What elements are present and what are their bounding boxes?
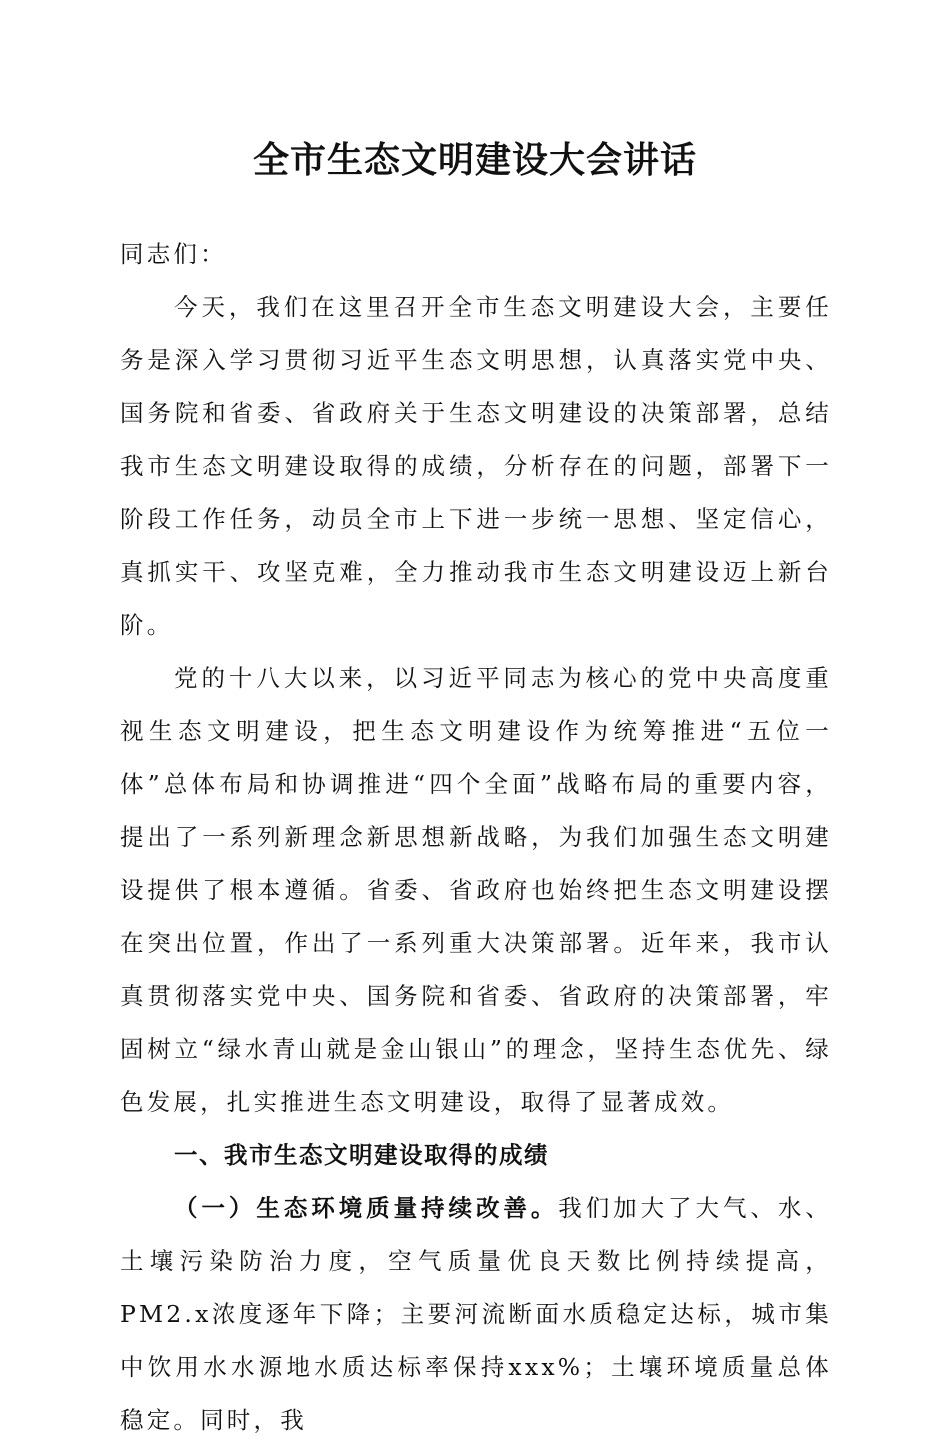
salutation: 同志们： (120, 240, 227, 268)
paragraph-opening: 今天，我们在这里召开全市生态文明建设大会，主要任务是深入学习贯彻习近平生态文明思想，认真落实党中央、国务院和省委、省政府关于生态文明建设的决策部署，总结我市生态文明建设取得的成绩，分析存在的问题，部署下一阶段工作任务，动员全市上下进一步统一思想、坚定信心，真抓实干、攻坚克难，全力推动我市生态文明建设迈上新台阶。 (120, 293, 832, 639)
paragraph-background: 党的十八大以来，以习近平同志为核心的党中央高度重视生态文明建设，把生态文明建设作为统筹推进“五位一体”总体布局和协调推进“四个全面”战略布局的重要内容，提出了一系列新理念新思想新战略，为我们加强生态文明建设提供了根本遵循。省委、省政府也始终把生态文明建设摆在突出位置，作出了一系列重大决策部署。近年来，我市认真贯彻落实党中央、国务院和省委、省政府的决策部署，牢固树立“绿水青山就是金山银山”的理念，坚持生态优先、绿色发展，扎实推进生态文明建设，取得了显著成效。 (120, 664, 832, 1116)
subsection-text: 我们加大了大气、水、土壤污染防治力度，空气质量优良天数比例持续提高，PM2.x浓度逐年下降；主要河流断面水质稳定达标，城市集中饮用水水源地水质达标率保持xxx%；土壤环境质量总体稳定。同时，我 (120, 1194, 832, 1434)
document-body (120, 228, 832, 1447)
document-title: 全市生态文明建设大会讲话 (252, 139, 697, 181)
section-heading-achievements: 一、我市生态文明建设取得的成绩 (174, 1141, 550, 1169)
subsection-heading: （一）生态环境质量持续改善。 (174, 1194, 559, 1222)
subsection-environment-quality (120, 1182, 832, 1447)
